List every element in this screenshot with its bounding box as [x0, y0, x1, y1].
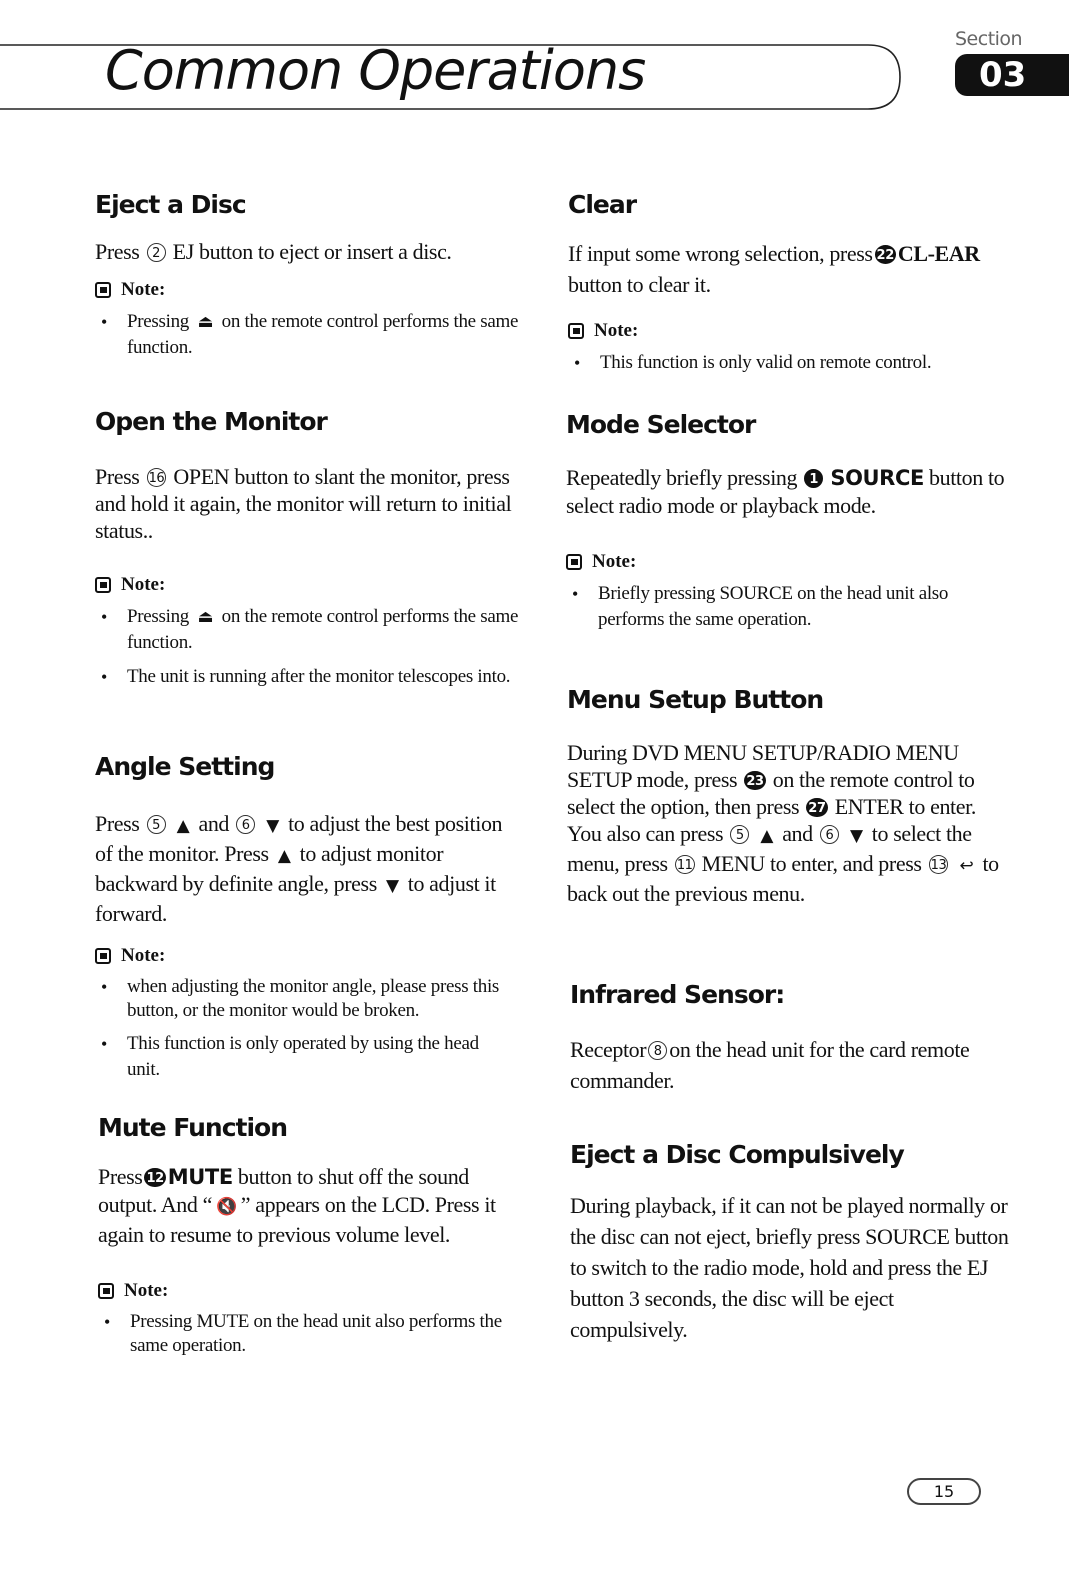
circled-number: 27 — [806, 798, 827, 817]
text: EJ button to eject or insert a disc. — [172, 239, 452, 264]
mute-heading: Mute Function — [98, 1113, 288, 1142]
circled-number: 8 — [648, 1041, 667, 1060]
circled-number: 23 — [744, 771, 765, 790]
circled-number: 1 — [804, 469, 823, 488]
clear-section: Clear If input some wrong selection, press 22 CL-EAR button to clear it. Note: • This function is only valid on remote control. — [568, 190, 998, 384]
section-number-badge: 03 — [955, 54, 1069, 96]
open-monitor-heading: Open the Monitor — [95, 407, 327, 436]
angle-heading: Angle Setting — [95, 752, 275, 781]
circled-number: 6 — [820, 825, 839, 844]
circled-number: 11 — [675, 855, 695, 874]
list-item: • The unit is running after the monitor telescopes into. — [95, 664, 535, 690]
list-item: • Briefly pressing SOURCE on the head unit also performs the same operation. — [566, 581, 1006, 633]
section-label: Section — [955, 28, 1023, 50]
up-arrow-icon: ▲ — [176, 816, 190, 836]
note-label: Note: — [98, 1280, 518, 1302]
up-arrow-icon: ▲ — [277, 846, 291, 866]
note-label: Note: — [568, 320, 998, 342]
note-label: Note: — [566, 551, 1006, 573]
circled-number: 22 — [875, 245, 896, 264]
menu-setup-section: Menu Setup Button During DVD MENU SETUP/RADIO MENU SETUP mode, press 23 on the remote control to select the option, then press 27 ENTER to enter. You also can press 5 ▲ and 6 ▼ to select the menu, press 11 MENU to enter, and press 13 ↩ to back out the previous menu. — [567, 685, 1007, 907]
mute-function-section: Mute Function Press 12 MUTE button to shut off the sound output. And “ 🔇 ” appears on the LCD. Press it again to resume to previous volume level. Note: • Pressing MUTE on the head unit also performs the same operation. — [98, 1113, 518, 1366]
list-item: • Pressing ⏏ on the remote control performs the same function. — [95, 309, 535, 361]
list-item: • when adjusting the monitor angle, please press this button, or the monitor would be broken. — [95, 975, 515, 1023]
page-title: Common Operations — [105, 39, 646, 102]
note-icon — [95, 577, 111, 593]
circled-number: 12 — [144, 1168, 165, 1187]
note-label: Note: — [95, 279, 535, 301]
note-icon — [566, 554, 582, 570]
down-arrow-icon: ▼ — [385, 876, 399, 896]
list-item: • Pressing MUTE on the head unit also performs the same operation. — [98, 1310, 518, 1358]
note-icon — [568, 323, 584, 339]
list-item: • Pressing ⏏ on the remote control performs the same function. — [95, 604, 535, 656]
mode-heading: Mode Selector — [566, 410, 756, 439]
circled-number: 16 — [147, 468, 167, 487]
circled-number: 5 — [730, 825, 749, 844]
eject-disc-section — [95, 190, 535, 369]
eject-compulsive-section — [570, 1140, 1015, 1345]
text: Press — [95, 239, 140, 264]
down-arrow-icon: ▼ — [266, 816, 279, 836]
eject-icon: ⏏ — [197, 312, 214, 332]
circled-number: 6 — [236, 815, 255, 834]
note-label: Note: — [95, 945, 515, 967]
note-icon — [98, 1283, 114, 1299]
note-icon — [95, 948, 111, 964]
list-item: • This function is only valid on remote control. — [568, 350, 998, 376]
list-item: • This function is only operated by using the head unit. — [95, 1031, 515, 1083]
eject-heading: Eject a Disc — [95, 190, 246, 219]
angle-setting-section: Angle Setting Press 5 ▲ and 6 ▼ to adjust the best position of the monitor. Press ▲ to adjust monitor backward by definite angle, press ▼ to adjust it forward. Note: • when adjusting the monitor angle, please press this button, or the monitor would be broken. • This function is only operated by using the head unit. — [95, 752, 515, 1091]
note-label: Note: — [95, 574, 535, 596]
return-icon: ↩ — [959, 856, 974, 876]
mute-speaker-icon: 🔇 — [215, 1197, 237, 1217]
circled-number: 5 — [147, 815, 166, 834]
up-arrow-icon: ▲ — [760, 826, 774, 846]
eject-compulsive-heading: Eject a Disc Compulsively — [570, 1140, 904, 1169]
clear-heading: Clear — [568, 190, 637, 219]
menu-setup-heading: Menu Setup Button — [567, 685, 824, 714]
infrared-sensor-section: Infrared Sensor: Receptor 8 on the head unit for the card remote commander. — [570, 980, 990, 1096]
circled-number: 2 — [147, 243, 166, 262]
open-monitor-section: Open the Monitor Press 16 OPEN button to slant the monitor, press and hold it again, the monitor will return to initial status.. Note: • Pressing ⏏ on the remote control performs the same function. • The unit is running after the monitor telescopes into. — [95, 407, 535, 698]
eject-icon: ⏏ — [197, 607, 214, 627]
infrared-heading: Infrared Sensor: — [570, 980, 785, 1009]
circled-number: 13 — [929, 855, 949, 874]
mode-selector-section: Mode Selector Repeatedly briefly pressing 1 SOURCE button to select radio mode or playback mode. Note: • Briefly pressing SOURCE on the head unit also performs the same operation. — [566, 410, 1006, 641]
page-number: 15 — [907, 1478, 981, 1505]
note-icon — [95, 282, 111, 298]
down-arrow-icon: ▼ — [849, 826, 863, 846]
eject-compulsive-text: During playback, if it can not be played normally or the disc can not eject, briefly press SOURCE button to switch to the radio mode, hold and press the EJ button 3 seconds, the disc will be eject compulsively. — [570, 1193, 1009, 1342]
